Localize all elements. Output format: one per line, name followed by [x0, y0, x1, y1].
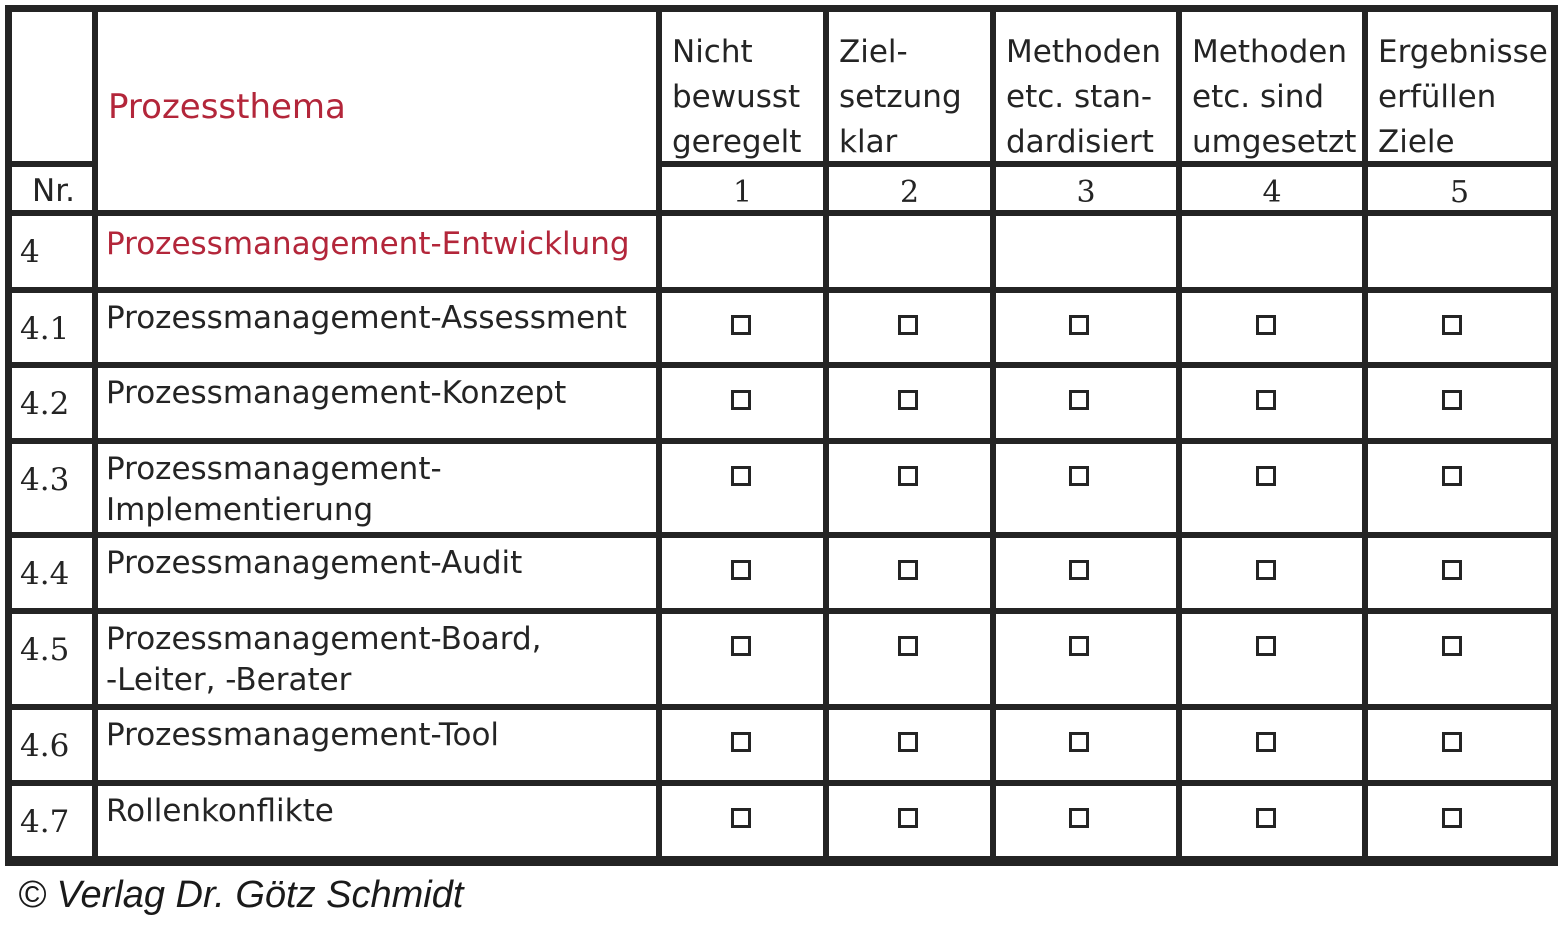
rating-column-number-cell-2: [829, 167, 990, 210]
rating-checkbox-3[interactable]: [1069, 466, 1089, 486]
row-number: 4.5: [20, 632, 70, 668]
rating-checkbox-1[interactable]: [731, 560, 751, 580]
row-topic-label: Prozessmanagement-Tool: [106, 717, 500, 753]
rating-checkbox-5[interactable]: [1442, 466, 1462, 486]
rating-cell: [996, 538, 1176, 608]
rating-column-label: Nicht bewusst geregelt: [672, 34, 802, 160]
rating-checkbox-1[interactable]: [731, 636, 751, 656]
rating-column-label: Methoden etc. sind umgesetzt: [1192, 34, 1357, 160]
row-label-cell: [98, 444, 656, 532]
row-nr-cell: [12, 538, 92, 608]
row-topic-label: Prozessmanagement-Board, -Leiter, -Berater: [106, 621, 542, 698]
row-topic-label: Prozessmanagement-Konzept: [106, 375, 567, 411]
rating-checkbox-1[interactable]: [731, 390, 751, 410]
row-topic-label: Rollenkonflikte: [106, 793, 334, 829]
rating-cell: [829, 444, 990, 532]
rating-checkbox-1[interactable]: [731, 315, 751, 335]
row-number: 4.2: [20, 386, 70, 422]
rating-cell: [1368, 368, 1551, 438]
row-label-cell: [98, 614, 656, 704]
rating-cell: [662, 538, 823, 608]
row-nr-cell: [12, 368, 92, 438]
assessment-table: [5, 5, 1558, 866]
rating-cell: [996, 293, 1176, 362]
rating-cell: [829, 614, 990, 704]
rating-checkbox-2[interactable]: [898, 466, 918, 486]
rating-cell: [662, 368, 823, 438]
rating-column-number: 2: [899, 175, 920, 210]
row-number: 4.3: [20, 462, 70, 498]
rating-checkbox-4[interactable]: [1256, 466, 1276, 486]
section-rating-cell: [662, 216, 823, 287]
rating-cell: [662, 614, 823, 704]
rating-checkbox-2[interactable]: [898, 560, 918, 580]
section-rating-cell: [1368, 216, 1551, 287]
rating-cell: [1182, 444, 1362, 532]
rating-column-number-cell-1: [662, 167, 823, 210]
rating-column-number-cell-5: [1368, 167, 1551, 210]
rating-checkbox-4[interactable]: [1256, 636, 1276, 656]
rating-column-header-5: [1368, 12, 1551, 161]
row-nr-cell: [12, 710, 92, 780]
rating-checkbox-1[interactable]: [731, 732, 751, 752]
rating-cell: [1368, 538, 1551, 608]
rating-checkbox-3[interactable]: [1069, 636, 1089, 656]
rating-checkbox-3[interactable]: [1069, 560, 1089, 580]
rating-column-number-cell-3: [996, 167, 1176, 210]
rating-checkbox-4[interactable]: [1256, 808, 1276, 828]
rating-cell: [1182, 538, 1362, 608]
nr-column-label: Nr.: [32, 173, 75, 209]
rating-cell: [829, 786, 990, 856]
header-corner-cell: [12, 12, 92, 161]
section-title: Prozessmanagement-Entwicklung: [106, 226, 630, 262]
rating-checkbox-1[interactable]: [731, 466, 751, 486]
row-label-cell: [98, 368, 656, 438]
rating-cell: [1368, 293, 1551, 362]
rating-cell: [1368, 786, 1551, 856]
row-label-cell: [98, 710, 656, 780]
topic-header-cell: [98, 12, 656, 210]
rating-checkbox-2[interactable]: [898, 636, 918, 656]
rating-column-header-2: [829, 12, 990, 161]
rating-cell: [662, 786, 823, 856]
rating-cell: [1182, 786, 1362, 856]
rating-checkbox-4[interactable]: [1256, 390, 1276, 410]
rating-checkbox-2[interactable]: [898, 315, 918, 335]
rating-checkbox-3[interactable]: [1069, 390, 1089, 410]
rating-cell: [996, 710, 1176, 780]
rating-checkbox-5[interactable]: [1442, 732, 1462, 752]
rating-cell: [1368, 710, 1551, 780]
rating-checkbox-5[interactable]: [1442, 390, 1462, 410]
rating-cell: [1182, 293, 1362, 362]
rating-cell: [1368, 614, 1551, 704]
row-nr-cell: [12, 444, 92, 532]
row-label-cell: [98, 538, 656, 608]
rating-checkbox-2[interactable]: [898, 808, 918, 828]
rating-cell: [996, 786, 1176, 856]
rating-cell: [1182, 368, 1362, 438]
section-rating-cell: [829, 216, 990, 287]
copyright-notice: © Verlag Dr. Götz Schmidt: [18, 874, 464, 916]
section-label-cell: [98, 216, 656, 287]
row-topic-label: Prozessmanagement- Implementierung: [106, 451, 442, 528]
rating-checkbox-2[interactable]: [898, 732, 918, 752]
row-number: 4.4: [20, 556, 70, 592]
rating-checkbox-5[interactable]: [1442, 560, 1462, 580]
row-topic-label: Prozessmanagement-Audit: [106, 545, 523, 581]
rating-checkbox-5[interactable]: [1442, 636, 1462, 656]
rating-checkbox-2[interactable]: [898, 390, 918, 410]
rating-column-number: 5: [1449, 175, 1470, 210]
rating-cell: [662, 710, 823, 780]
rating-column-header-1: [662, 12, 823, 161]
rating-column-header-4: [1182, 12, 1362, 161]
rating-checkbox-5[interactable]: [1442, 315, 1462, 335]
rating-column-number-cell-4: [1182, 167, 1362, 210]
rating-checkbox-5[interactable]: [1442, 808, 1462, 828]
rating-column-label: Ziel- setzung klar: [839, 34, 962, 160]
row-nr-cell: [12, 786, 92, 856]
rating-column-number: 1: [732, 175, 753, 210]
rating-cell: [829, 538, 990, 608]
rating-checkbox-3[interactable]: [1069, 315, 1089, 335]
rating-cell: [829, 368, 990, 438]
rating-checkbox-3[interactable]: [1069, 732, 1089, 752]
rating-cell: [829, 293, 990, 362]
rating-cell: [996, 368, 1176, 438]
section-rating-cell: [1182, 216, 1362, 287]
rating-column-label: Methoden etc. stan- dardisiert: [1006, 34, 1161, 160]
rating-checkbox-4[interactable]: [1256, 560, 1276, 580]
rating-cell: [662, 293, 823, 362]
section-number: 4: [20, 234, 40, 270]
rating-checkbox-4[interactable]: [1256, 732, 1276, 752]
rating-column-number: 4: [1262, 175, 1282, 210]
row-number: 4.1: [20, 311, 70, 347]
rating-column-header-3: [996, 12, 1176, 161]
rating-cell: [996, 614, 1176, 704]
row-label-cell: [98, 786, 656, 856]
rating-checkbox-4[interactable]: [1256, 315, 1276, 335]
rating-cell: [662, 444, 823, 532]
topic-column-label: Prozessthema: [108, 87, 346, 127]
nr-header-cell: [12, 167, 92, 210]
row-nr-cell: [12, 293, 92, 362]
row-label-cell: [98, 293, 656, 362]
section-rating-cell: [996, 216, 1176, 287]
rating-checkbox-3[interactable]: [1069, 808, 1089, 828]
rating-cell: [829, 710, 990, 780]
row-nr-cell: [12, 614, 92, 704]
section-nr-cell: [12, 216, 92, 287]
row-number: 4.6: [20, 728, 70, 764]
rating-cell: [1182, 710, 1362, 780]
rating-cell: [1182, 614, 1362, 704]
row-topic-label: Prozessmanagement-Assessment: [106, 300, 627, 336]
rating-checkbox-1[interactable]: [731, 808, 751, 828]
row-number: 4.7: [20, 804, 70, 840]
rating-cell: [1368, 444, 1551, 532]
rating-cell: [996, 444, 1176, 532]
rating-column-number: 3: [1076, 175, 1096, 210]
rating-column-label: Ergebnisse erfüllen Ziele: [1378, 34, 1548, 160]
